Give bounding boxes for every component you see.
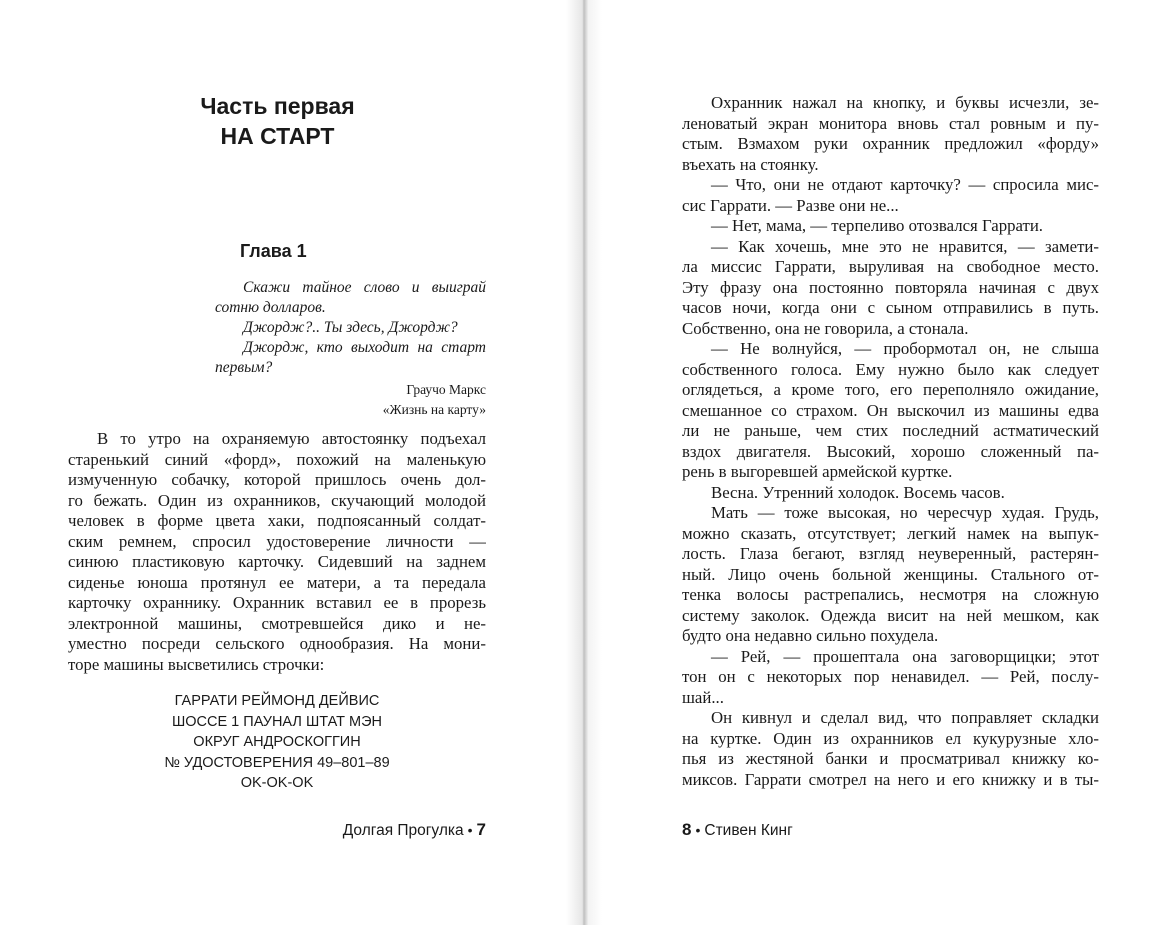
text-line: часов ночи, когда они с сыном отправились в путь. <box>682 298 1099 317</box>
epigraph-line: Джордж?.. Ты здесь, Джордж? <box>243 319 458 336</box>
page-number: 8 <box>682 820 692 839</box>
text-line: на куртке. Один из охранников ел кукурузные хло- <box>682 728 1099 748</box>
text-line: — Не волнуйся, — пробормотал он, не слыша <box>711 339 1099 358</box>
text-line: карточку охраннику. Охранник вставил ее в прорезь <box>68 593 486 612</box>
text-line: Весна. Утренний холодок. Восемь часов. <box>711 482 1005 502</box>
text-line: шай... <box>682 687 724 707</box>
text-line: леноватый экран монитора вновь стал ровным и пу- <box>682 113 1099 133</box>
text-line: Он кивнул и сделал вид, что поправляет складки <box>711 708 1099 727</box>
monitor-line: ОКРУГ АНДРОСКОГГИН <box>193 734 361 750</box>
text-line: можно сказать, отсутствует; легкий намек на выпук- <box>682 523 1099 543</box>
text-line: собственного голоса. Ему нужно было как следует <box>682 359 1099 379</box>
part-title-subtitle: НА СТАРТ <box>220 123 335 149</box>
part-title <box>150 91 405 151</box>
text-line: смешанное со страхом. Он выскочил из машины едва <box>682 400 1099 420</box>
text-line: лость. Глаза бегают, взгляд неуверенный, растерян- <box>682 544 1099 563</box>
text-line: человек в форме цвета хаки, подпоясанный солдат- <box>68 511 486 530</box>
monitor-line: ШОССЕ 1 ПАУНАЛ ШТАТ МЭН <box>171 713 383 730</box>
epigraph-attribution <box>215 380 486 420</box>
left-body-paragraph <box>68 429 486 675</box>
text-line: ный. Лицо очень больной женщины. Стального от- <box>682 564 1099 584</box>
page-number: 7 <box>476 820 486 839</box>
text-line: оглядеться, а кроме того, его переполняло ожидание, <box>682 380 1099 399</box>
running-title: Стивен Кинг <box>704 822 793 839</box>
text-line: Мать — тоже высокая, но чересчур худая. Грудь, <box>711 503 1099 522</box>
text-line: пья из жестяной банки и просматривал книжку ко- <box>682 749 1099 768</box>
text-line: — Что, они не отдают карточку? — спросила мис- <box>711 175 1099 194</box>
monitor-line: № УДОСТОВЕРЕНИЯ 49–801–89 <box>164 754 390 771</box>
text-line: въехать на стоянку. <box>682 154 819 174</box>
text-line: — Рей, — прошептала она заговорщицки; этот <box>711 646 1099 666</box>
text-line: Собственно, она не говорила, а стонала. <box>682 318 969 338</box>
text-line: В то утро на охраняемую автостоянку подъехал <box>97 429 486 448</box>
monitor-readout <box>68 691 486 794</box>
footer-right <box>682 820 793 841</box>
text-line: стым. Взмахом руки охранник предложил «форду» <box>682 134 1099 153</box>
right-body-text <box>682 93 1099 790</box>
text-line: измученную собачку, которой пришлось очень дол- <box>68 470 486 489</box>
right-page <box>584 0 1167 925</box>
text-line: Охранник нажал на кнопку, и буквы исчезли, зе- <box>711 93 1099 112</box>
text-line: тон он с некоторых пор ненавидел. — Рей, послу- <box>682 667 1099 686</box>
bullet-separator: • <box>695 822 701 838</box>
epigraph-source: «Жизнь на карту» <box>382 402 486 417</box>
text-line: — Как хочешь, мне это не нравится, — замети- <box>711 236 1099 256</box>
monitor-line: ГАРРАТИ РЕЙМОНД ДЕЙВИС <box>174 693 380 709</box>
epigraph-author: Граучо Маркс <box>406 382 486 397</box>
text-line: сис Гаррати. — Разве они не... <box>682 195 899 215</box>
text-line: синюю пластиковую карточку. Сидевший на заднем <box>68 552 486 571</box>
text-line: ла миссис Гаррати, выруливая на свободное место. <box>682 257 1099 276</box>
running-title: Долгая Прогулка <box>342 822 464 839</box>
text-line: электронной машины, смотревшейся дико и не- <box>68 613 486 633</box>
part-title-line: Часть первая <box>200 93 355 119</box>
bullet-separator: • <box>467 822 473 838</box>
text-line: уместно посреди сельского однообразия. На мони- <box>68 634 486 653</box>
text-line: систему заколок. Одежда висит на ней мешком, как <box>682 605 1099 625</box>
text-line: старенький синий «форд», похожий на маленькую <box>68 449 486 469</box>
text-line: будто она недавно сильно похудела. <box>682 626 939 645</box>
monitor-line: OK-OK-OK <box>240 775 314 791</box>
text-line: ли не раньше, чем стих последний астматический <box>682 421 1099 440</box>
text-line: торе машины высветились строчки: <box>68 654 325 674</box>
text-line: Эту фразу она постоянно повторяла начиная с двух <box>682 277 1099 297</box>
chapter-title: Глава 1 <box>240 241 307 261</box>
text-line: го бежать. Один из охранников, скучающий молодой <box>68 490 486 510</box>
epigraph <box>215 278 486 378</box>
text-line: тенка волосы растрепались, несмотря на сложную <box>682 585 1099 604</box>
text-line: сиденье юноша протянул ее матери, а та передала <box>68 572 486 592</box>
text-line: — Нет, мама, — терпеливо отозвался Гаррати. <box>711 216 1044 235</box>
text-line: вздох двигателя. Высокий, хорошо сложенный па- <box>682 441 1099 461</box>
epigraph-line: Скажи тайное слово и выиграй сотню долларов. <box>215 279 486 316</box>
book-gutter-shadow <box>566 0 602 925</box>
text-line: миксов. Гаррати смотрел на него и его книжку и в ты- <box>682 769 1099 789</box>
text-line: рень в выгоревшей армейской куртке. <box>682 462 953 481</box>
text-line: ским ремнем, спросил удостоверение личности — <box>68 531 486 551</box>
footer-left <box>343 820 486 841</box>
epigraph-line: Джордж, кто выходит на старт первым? <box>215 339 486 376</box>
